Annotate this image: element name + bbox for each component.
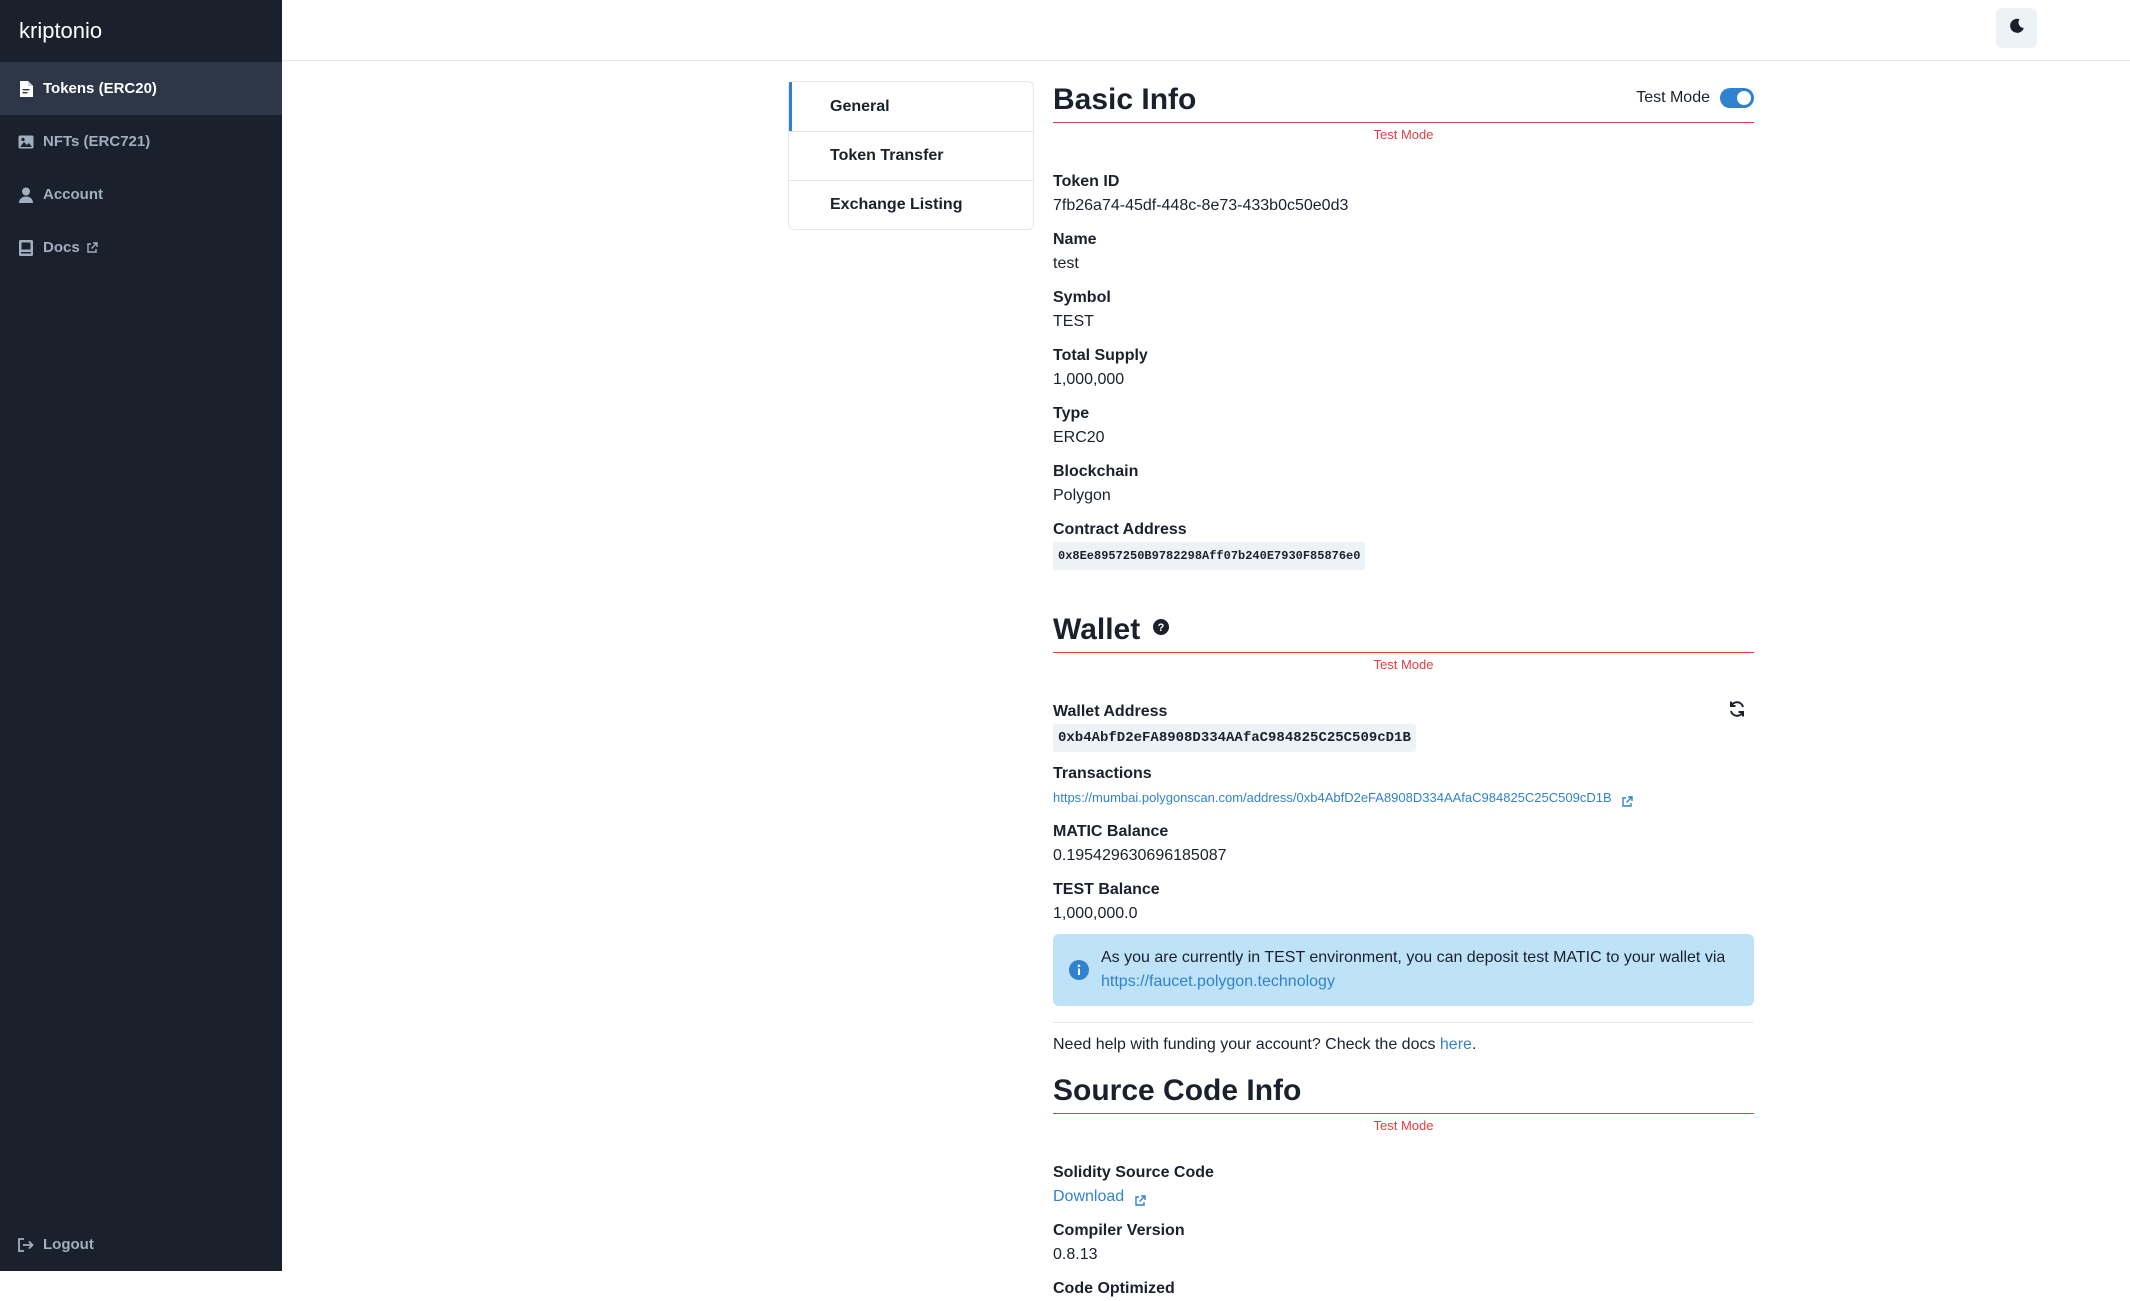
basic-info-section (1053, 78, 1754, 570)
docs-here-link[interactable]: here (1439, 1036, 1472, 1053)
field-label: Token ID (1053, 173, 1120, 190)
field-label: Contract Address (1053, 521, 1187, 538)
test-mode-toggle-label: Test Mode (1636, 89, 1710, 106)
sidebar (0, 0, 282, 1271)
divider (1053, 1022, 1754, 1023)
field-label: Blockchain (1053, 463, 1139, 480)
compiler-version-field (1053, 1219, 1754, 1267)
field-label: Solidity Source Code (1053, 1164, 1214, 1181)
name-field (1053, 228, 1754, 276)
help-text: Need help with funding your account? Check the docs (1053, 1036, 1440, 1053)
basic-info-title: Basic Info (1053, 83, 1197, 116)
wallet-header (1053, 608, 1754, 653)
transactions-link[interactable]: https://mumbai.polygonscan.com/address/0xb4AbfD2eFA8908D334AAfaC984825C25C509cD1B (1053, 790, 1612, 805)
field-label: MATIC Balance (1053, 823, 1169, 840)
sidebar-item-tokens[interactable] (0, 62, 282, 115)
field-label: Transactions (1053, 765, 1152, 782)
image-icon (18, 134, 34, 150)
logout-icon (18, 1237, 34, 1253)
field-label: Type (1053, 405, 1090, 422)
main-content (1053, 78, 1754, 1301)
basic-info-header (1053, 78, 1754, 123)
type-value: ERC20 (1053, 429, 1105, 446)
external-link-icon (1134, 1191, 1146, 1203)
wallet-section (1053, 608, 1754, 1057)
user-icon (18, 187, 34, 203)
type-field (1053, 402, 1754, 450)
help-suffix: . (1471, 1036, 1477, 1053)
test-mode-control (1636, 88, 1754, 108)
test-balance-value: 1,000,000.0 (1053, 905, 1138, 922)
wallet-address-code[interactable]: 0xb4AbfD2eFA8908D334AAfaC984825C25C509cD1B (1053, 724, 1416, 752)
source-code-section (1053, 1069, 1754, 1301)
sidebar-item-label: Tokens (ERC20) (43, 80, 157, 97)
code-optimized-field (1053, 1277, 1754, 1301)
section-tabs (788, 81, 1034, 230)
symbol-field (1053, 286, 1754, 334)
total-supply-field (1053, 344, 1754, 392)
blockchain-value: Polygon (1053, 487, 1111, 504)
test-mode-label: Test Mode (1373, 1118, 1434, 1133)
name-value: test (1053, 255, 1079, 272)
external-link-icon (1621, 792, 1633, 804)
test-mode-toggle[interactable] (1720, 88, 1754, 108)
top-bar (282, 0, 2130, 61)
external-link-icon (86, 242, 98, 254)
blockchain-field (1053, 460, 1754, 508)
token-id-value: 7fb26a74-45df-448c-8e73-433b0c50e0d3 (1053, 197, 1349, 214)
contract-address-field (1053, 518, 1754, 570)
wallet-title (1053, 608, 1754, 652)
question-circle-icon[interactable] (1153, 604, 1169, 648)
test-mode-label: Test Mode (1373, 657, 1434, 672)
solidity-source-field (1053, 1161, 1754, 1209)
sidebar-item-label: Docs (43, 239, 80, 256)
field-label: Name (1053, 231, 1097, 248)
sidebar-item-label: Account (43, 186, 103, 203)
source-code-title: Source Code Info (1053, 1074, 1302, 1107)
theme-toggle-button[interactable] (1996, 8, 2037, 48)
transactions-field (1053, 762, 1754, 810)
field-label: Code Optimized (1053, 1280, 1175, 1297)
svg-text:?: ? (1157, 622, 1164, 634)
token-id-field (1053, 170, 1754, 218)
book-icon (18, 240, 34, 256)
funding-help (1053, 1033, 1754, 1057)
matic-balance-value: 0.195429630696185087 (1053, 847, 1227, 864)
symbol-value: TEST (1053, 313, 1094, 330)
sidebar-item-nfts[interactable] (0, 115, 282, 168)
moon-icon (2009, 18, 2025, 39)
faucet-link[interactable]: https://faucet.polygon.technology (1101, 973, 1335, 990)
logout-label: Logout (43, 1236, 94, 1253)
tab-exchange-listing[interactable]: Exchange Listing (789, 180, 1033, 229)
total-supply-value: 1,000,000 (1053, 371, 1125, 388)
wallet-title-text: Wallet (1053, 613, 1141, 646)
download-link[interactable]: Download (1053, 1188, 1125, 1205)
field-label: Compiler Version (1053, 1222, 1185, 1239)
sidebar-item-account[interactable] (0, 168, 282, 221)
tab-token-transfer[interactable]: Token Transfer (789, 131, 1033, 180)
test-balance-field (1053, 878, 1754, 926)
field-label: Wallet Address (1053, 703, 1168, 720)
info-alert (1053, 934, 1754, 1006)
alert-text: As you are currently in TEST environment, you can deposit test MATIC to your wallet via (1101, 949, 1726, 966)
sidebar-item-docs[interactable] (0, 221, 282, 274)
compiler-version-value: 0.8.13 (1053, 1246, 1098, 1263)
source-code-header (1053, 1069, 1754, 1114)
test-mode-label: Test Mode (1373, 127, 1434, 142)
field-label: TEST Balance (1053, 881, 1160, 898)
file-icon (18, 81, 34, 97)
tab-general[interactable]: General (789, 82, 1033, 131)
wallet-address-field (1053, 700, 1754, 752)
info-icon (1069, 960, 1089, 980)
brand-logo[interactable]: kriptonio (19, 18, 103, 43)
logout-button[interactable] (0, 1218, 282, 1271)
sidebar-item-label: NFTs (ERC721) (43, 133, 151, 150)
field-label: Total Supply (1053, 347, 1148, 364)
matic-balance-field (1053, 820, 1754, 868)
refresh-icon[interactable] (1728, 700, 1746, 718)
contract-address-code[interactable]: 0x8Ee8957250B9782298Aff07b240E7930F85876e0 (1053, 542, 1365, 570)
field-label: Symbol (1053, 289, 1111, 306)
